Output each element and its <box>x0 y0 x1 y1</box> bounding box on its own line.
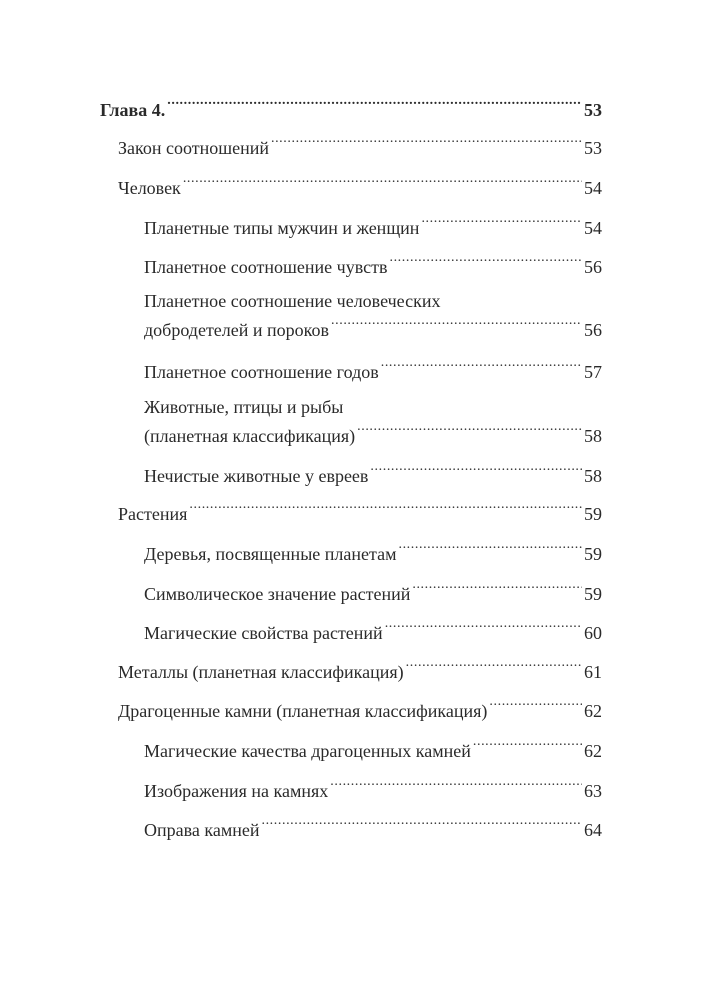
dot-leader <box>406 656 582 678</box>
toc-entry-title-line1: Животные, птицы и рыбы <box>144 397 344 417</box>
toc-entry[interactable] <box>144 578 602 605</box>
toc-entry-page: 58 <box>584 426 602 446</box>
toc-entry[interactable] <box>118 498 602 525</box>
toc-entry-title: Планетные типы мужчин и женщин <box>144 218 420 238</box>
toc-entry[interactable] <box>144 775 602 802</box>
toc-entry[interactable] <box>144 814 602 841</box>
dot-leader <box>489 695 582 717</box>
toc-entry-page: 59 <box>584 544 602 564</box>
toc-entry-title: Планетное соотношение чувств <box>144 257 388 277</box>
toc-entry-title: Оправа камней <box>144 820 260 840</box>
toc-entry-title: Планетное соотношение годов <box>144 362 379 382</box>
toc-entry-page: 62 <box>584 701 602 721</box>
toc-entry-title: Растения <box>118 504 188 524</box>
toc-entry-page: 60 <box>584 623 602 643</box>
toc-entry-page: 61 <box>584 662 602 682</box>
toc-entry-title: Металлы (планетная классификация) <box>118 662 404 682</box>
toc-entry[interactable] <box>144 538 602 565</box>
toc-entry-title: Нечистые животные у евреев <box>144 466 369 486</box>
toc-entry[interactable] <box>118 172 602 199</box>
dot-leader <box>261 814 582 836</box>
dot-leader <box>385 617 582 639</box>
toc-entry-page: 59 <box>584 504 602 524</box>
toc-entry[interactable] <box>144 356 602 383</box>
toc-entry-multiline[interactable] <box>144 396 602 447</box>
toc-entry-page: 56 <box>584 320 602 340</box>
toc-chapter[interactable] <box>100 94 602 121</box>
toc-entry-title-line2: (планетная классификация) <box>144 426 356 446</box>
dot-leader <box>167 94 582 116</box>
toc-entry-title: Драгоценные камни (планетная классификация) <box>118 701 488 721</box>
dot-leader <box>330 775 582 797</box>
dot-leader <box>331 314 582 336</box>
toc-entry-page: 59 <box>584 584 602 604</box>
dot-leader <box>183 172 582 194</box>
toc-entry[interactable] <box>144 212 602 239</box>
dot-leader <box>473 735 582 757</box>
toc-entry[interactable] <box>144 251 602 278</box>
dot-leader <box>271 132 582 154</box>
toc-entry-page: 62 <box>584 741 602 761</box>
dot-leader <box>412 578 582 600</box>
toc-entry-page: 54 <box>584 218 602 238</box>
toc-entry[interactable] <box>144 460 602 487</box>
toc-entry-page: 64 <box>584 820 602 840</box>
dot-leader <box>421 212 582 234</box>
toc-entry-page: 54 <box>584 178 602 198</box>
dot-leader <box>398 538 582 560</box>
toc-entry-page: 53 <box>584 138 602 158</box>
dot-leader <box>370 460 582 482</box>
toc-entry-title: Магические качества драгоценных камней <box>144 741 471 761</box>
dot-leader <box>357 420 582 442</box>
toc-entry-page: 58 <box>584 466 602 486</box>
toc-entry-title: Закон соотношений <box>118 138 269 158</box>
toc-entry-title-line2: добродетелей и пороков <box>144 320 330 340</box>
toc-entry[interactable] <box>118 695 602 722</box>
toc-entry-title-line1: Планетное соотношение человеческих <box>144 291 441 311</box>
toc-chapter-title: Глава 4. <box>100 100 166 120</box>
toc-entry-page: 56 <box>584 257 602 277</box>
toc-chapter-page: 53 <box>584 100 602 120</box>
toc-entry-page: 63 <box>584 781 602 801</box>
toc-entry-multiline[interactable] <box>144 290 602 341</box>
dot-leader <box>381 356 582 378</box>
dot-leader <box>389 251 582 273</box>
toc-entry[interactable] <box>144 617 602 644</box>
dot-leader <box>189 498 582 520</box>
toc-entry-title: Магические свойства растений <box>144 623 383 643</box>
toc-entry-page: 57 <box>584 362 602 382</box>
toc-entry[interactable] <box>144 735 602 762</box>
toc-entry-title: Символическое значение растений <box>144 584 411 604</box>
toc-entry-title: Изображения на камнях <box>144 781 329 801</box>
toc-entry[interactable] <box>118 132 602 159</box>
toc-entry-title: Человек <box>118 178 181 198</box>
toc-entry[interactable] <box>118 656 602 683</box>
toc-entry-title: Деревья, посвященные планетам <box>144 544 397 564</box>
